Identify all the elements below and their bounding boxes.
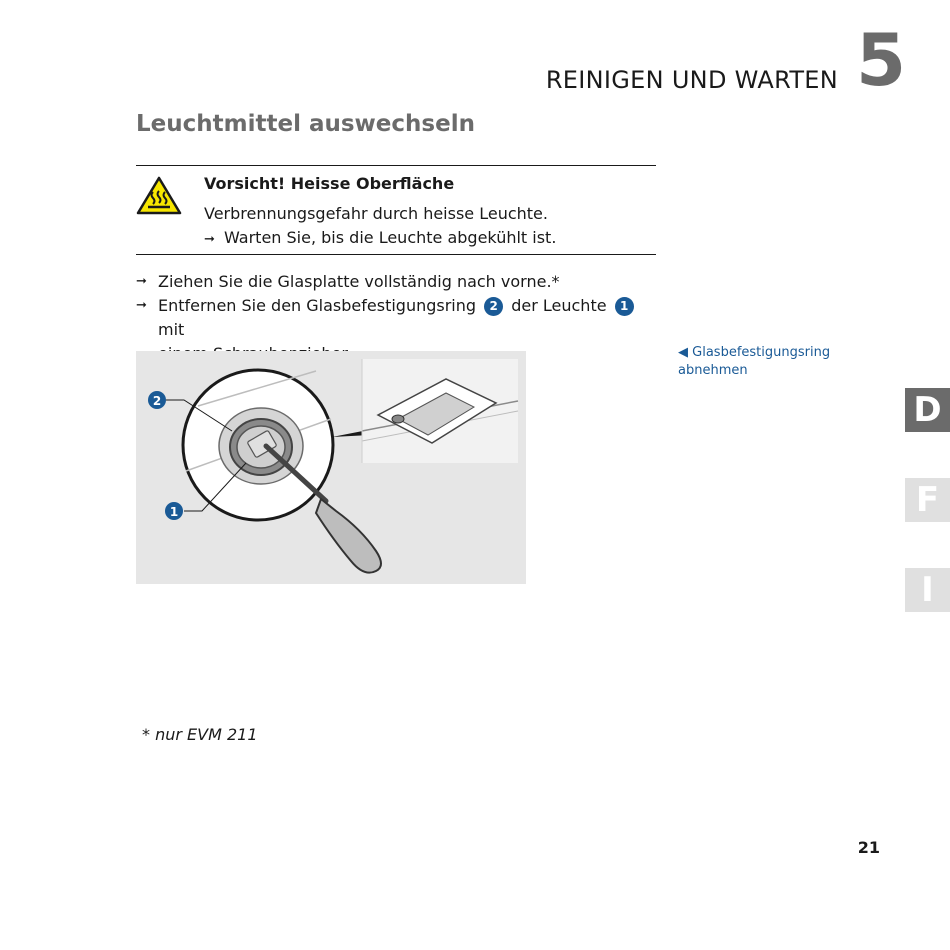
footnote: * nur EVM 211 bbox=[142, 725, 258, 744]
step-2-text-a: Entfernen Sie den Glasbefestigungsring bbox=[158, 296, 477, 315]
section-title: Leuchtmittel auswechseln bbox=[136, 111, 475, 137]
chapter-number: 5 bbox=[856, 18, 907, 102]
language-tab-d[interactable]: D bbox=[905, 388, 950, 432]
callout-1-label: 1 bbox=[169, 505, 179, 519]
step-1 bbox=[136, 270, 656, 294]
figure-caption bbox=[678, 344, 848, 380]
caption-line-2: abnehmen bbox=[678, 363, 748, 378]
illustration-figure bbox=[136, 351, 526, 584]
warning-title: Vorsicht! Heisse Oberfläche bbox=[204, 174, 455, 193]
language-tab-f[interactable]: F bbox=[905, 478, 950, 522]
page-number: 21 bbox=[857, 838, 880, 857]
warning-box bbox=[136, 165, 656, 255]
callout-badge-2: 2 bbox=[484, 297, 503, 316]
warning-step bbox=[204, 228, 556, 247]
callout-2-label: 2 bbox=[152, 394, 162, 408]
step-1-text: Ziehen Sie die Glasplatte vollständig nach vorne.* bbox=[158, 272, 560, 291]
step-2-text-b: der Leuchte bbox=[511, 296, 607, 315]
arrow-right-icon: ➞ bbox=[204, 232, 215, 247]
arrow-right-icon: ➞ bbox=[136, 298, 147, 313]
step-2-text-c: mit bbox=[158, 320, 185, 339]
callout-badge-1: 1 bbox=[615, 297, 634, 316]
warning-text: Verbrennungsgefahr durch heisse Leuchte. bbox=[204, 204, 548, 223]
arrow-right-icon: ➞ bbox=[136, 274, 147, 289]
caption-marker-icon: ◀ bbox=[678, 345, 688, 360]
language-tab-i[interactable]: I bbox=[905, 568, 950, 612]
hot-surface-warning-icon bbox=[136, 176, 182, 216]
warning-step-text: Warten Sie, bis die Leuchte abgekühlt ist. bbox=[224, 228, 557, 247]
caption-line-1: Glasbefestigungsring bbox=[692, 345, 831, 360]
chapter-title: REINIGEN UND WARTEN bbox=[545, 66, 838, 94]
glass-ring-removal-illustration bbox=[136, 351, 526, 584]
